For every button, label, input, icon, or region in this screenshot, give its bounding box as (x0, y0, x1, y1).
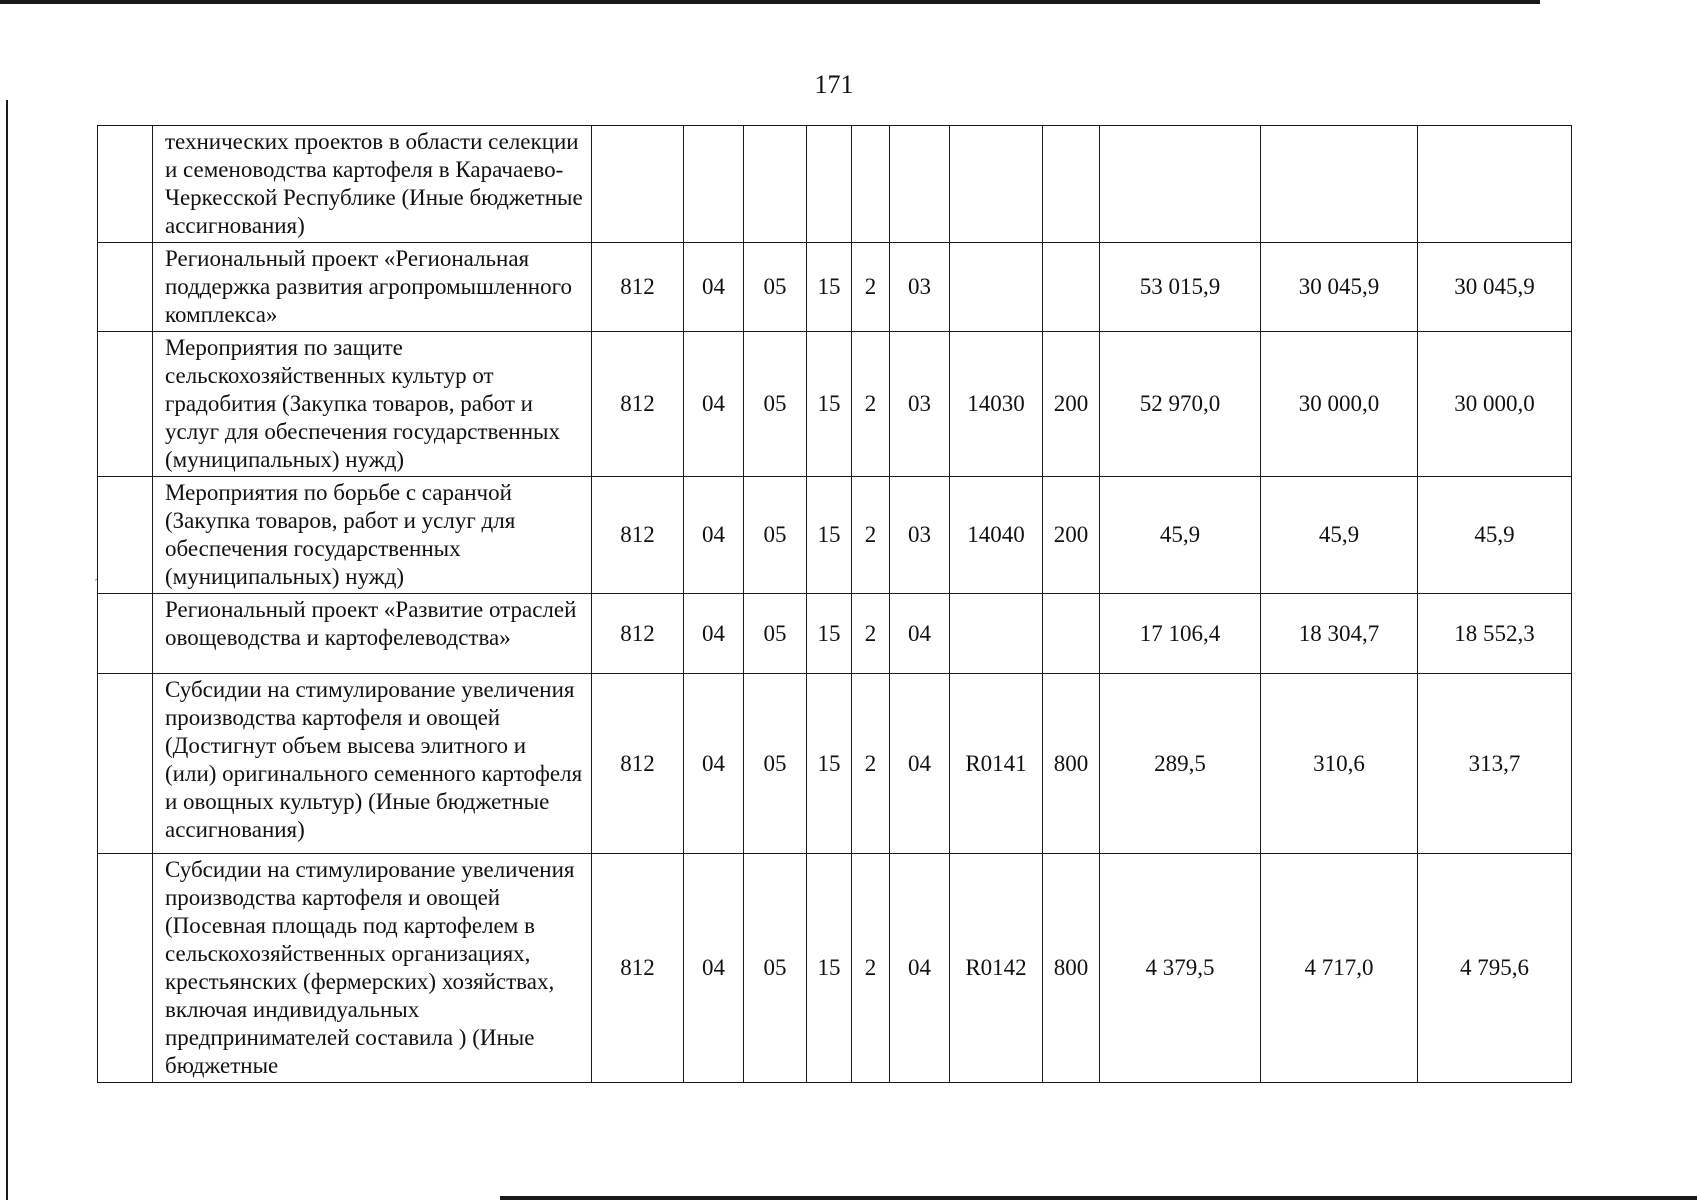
table-row (98, 477, 1572, 594)
amount-year-2-cell: 4 717,0 (1261, 854, 1418, 1083)
page-number: 171 (814, 70, 854, 99)
project-code-cell: 04 (890, 674, 950, 854)
expense-type-cell: 200 (1043, 332, 1100, 477)
amount-year-2-cell: 45,9 (1261, 477, 1418, 594)
section-code-cell (684, 126, 744, 243)
row-name-cell: Мероприятия по борьбе с саранчой (Закупка товаров, работ и услуг для обеспечения государственных (муниципальных) нужд) (153, 477, 592, 594)
program-code-cell: 15 (807, 332, 852, 477)
margin-mark: ʾ (92, 577, 107, 582)
row-name-cell: технических проектов в области селекции и семеноводства картофеля в Карачаево-Черкесской Республике (Иные бюджетные ассигнования) (153, 126, 592, 243)
direction-code-cell: 14030 (950, 332, 1043, 477)
amount-year-2-cell: 18 304,7 (1261, 594, 1418, 674)
row-number-cell (98, 126, 153, 243)
subsection-code-cell: 05 (744, 243, 807, 332)
amount-year-3-cell: 45,9 (1418, 477, 1572, 594)
program-code-cell: 15 (807, 477, 852, 594)
expense-type-cell: 800 (1043, 854, 1100, 1083)
program-code-cell: 15 (807, 594, 852, 674)
subsection-code-cell: 05 (744, 594, 807, 674)
amount-year-3-cell: 30 000,0 (1418, 332, 1572, 477)
amount-year-2-cell (1261, 126, 1418, 243)
subprogram-code-cell: 2 (852, 243, 890, 332)
amount-year-1-cell: 4 379,5 (1100, 854, 1261, 1083)
subprogram-code-cell: 2 (852, 594, 890, 674)
subprogram-code-cell: 2 (852, 477, 890, 594)
section-code-cell: 04 (684, 477, 744, 594)
amount-year-3-cell: 18 552,3 (1418, 594, 1572, 674)
amount-year-1-cell (1100, 126, 1261, 243)
table-row (98, 674, 1572, 854)
scan-edge-left (6, 100, 8, 1200)
row-name-cell: Субсидии на стимулирование увеличения производства картофеля и овощей (Достигнут объем высева элитного и (или) оригинального семенного картофеля и овощных культур) (Иные бюджетные ассигнования) (153, 674, 592, 854)
ministry-code-cell: 812 (592, 674, 684, 854)
section-code-cell: 04 (684, 854, 744, 1083)
program-code-cell: 15 (807, 854, 852, 1083)
subsection-code-cell: 05 (744, 477, 807, 594)
row-number-cell (98, 332, 153, 477)
row-name-cell: Региональный проект «Региональная поддержка развития агропромышленного комплекса» (153, 243, 592, 332)
subsection-code-cell: 05 (744, 674, 807, 854)
table-row (98, 126, 1572, 243)
subsection-code-cell: 05 (744, 332, 807, 477)
direction-code-cell (950, 243, 1043, 332)
amount-year-1-cell: 53 015,9 (1100, 243, 1261, 332)
expense-type-cell (1043, 243, 1100, 332)
project-code-cell: 04 (890, 594, 950, 674)
section-code-cell: 04 (684, 332, 744, 477)
subprogram-code-cell: 2 (852, 854, 890, 1083)
subsection-code-cell: 05 (744, 854, 807, 1083)
direction-code-cell: R0142 (950, 854, 1043, 1083)
subprogram-code-cell: 2 (852, 332, 890, 477)
expense-type-cell (1043, 126, 1100, 243)
amount-year-1-cell: 17 106,4 (1100, 594, 1261, 674)
budget-table (97, 125, 1572, 1083)
ministry-code-cell: 812 (592, 243, 684, 332)
amount-year-3-cell: 30 045,9 (1418, 243, 1572, 332)
direction-code-cell: R0141 (950, 674, 1043, 854)
amount-year-1-cell: 45,9 (1100, 477, 1261, 594)
table-row (98, 854, 1572, 1083)
program-code-cell: 15 (807, 674, 852, 854)
ministry-code-cell: 812 (592, 477, 684, 594)
section-code-cell: 04 (684, 594, 744, 674)
direction-code-cell (950, 126, 1043, 243)
subsection-code-cell (744, 126, 807, 243)
expense-type-cell: 200 (1043, 477, 1100, 594)
project-code-cell: 03 (890, 243, 950, 332)
table-row (98, 594, 1572, 674)
expense-type-cell (1043, 594, 1100, 674)
project-code-cell: 03 (890, 477, 950, 594)
row-number-cell (98, 243, 153, 332)
row-number-cell (98, 674, 153, 854)
direction-code-cell: 14040 (950, 477, 1043, 594)
ministry-code-cell: 812 (592, 332, 684, 477)
project-code-cell: 03 (890, 332, 950, 477)
amount-year-2-cell: 30 000,0 (1261, 332, 1418, 477)
program-code-cell (807, 126, 852, 243)
amount-year-2-cell: 310,6 (1261, 674, 1418, 854)
amount-year-2-cell: 30 045,9 (1261, 243, 1418, 332)
subprogram-code-cell: 2 (852, 674, 890, 854)
row-number-cell (98, 477, 153, 594)
scan-edge-bottom (500, 1196, 1697, 1200)
amount-year-1-cell: 289,5 (1100, 674, 1261, 854)
scan-edge-top (0, 0, 1540, 4)
row-name-cell: Региональный проект «Развитие отраслей овощеводства и картофелеводства» (153, 594, 592, 674)
program-code-cell: 15 (807, 243, 852, 332)
subprogram-code-cell (852, 126, 890, 243)
section-code-cell: 04 (684, 243, 744, 332)
amount-year-3-cell: 313,7 (1418, 674, 1572, 854)
ministry-code-cell: 812 (592, 594, 684, 674)
section-code-cell: 04 (684, 674, 744, 854)
ministry-code-cell: 812 (592, 854, 684, 1083)
row-name-cell: Мероприятия по защите сельскохозяйственных культур от градобития (Закупка товаров, работ и услуг для обеспечения государственных (муниципальных) нужд) (153, 332, 592, 477)
amount-year-3-cell: 4 795,6 (1418, 854, 1572, 1083)
row-name-cell: Субсидии на стимулирование увеличения производства картофеля и овощей (Посевная площадь под картофелем в сельскохозяйственных организациях, крестьянских (фермерских) хозяйствах, включая индивидуальных предпринимателей составила ) (Иные бюджетные (153, 854, 592, 1083)
amount-year-1-cell: 52 970,0 (1100, 332, 1261, 477)
direction-code-cell (950, 594, 1043, 674)
table-row (98, 243, 1572, 332)
amount-year-3-cell (1418, 126, 1572, 243)
table-row (98, 332, 1572, 477)
expense-type-cell: 800 (1043, 674, 1100, 854)
ministry-code-cell (592, 126, 684, 243)
row-number-cell (98, 594, 153, 674)
project-code-cell (890, 126, 950, 243)
project-code-cell: 04 (890, 854, 950, 1083)
row-number-cell (98, 854, 153, 1083)
